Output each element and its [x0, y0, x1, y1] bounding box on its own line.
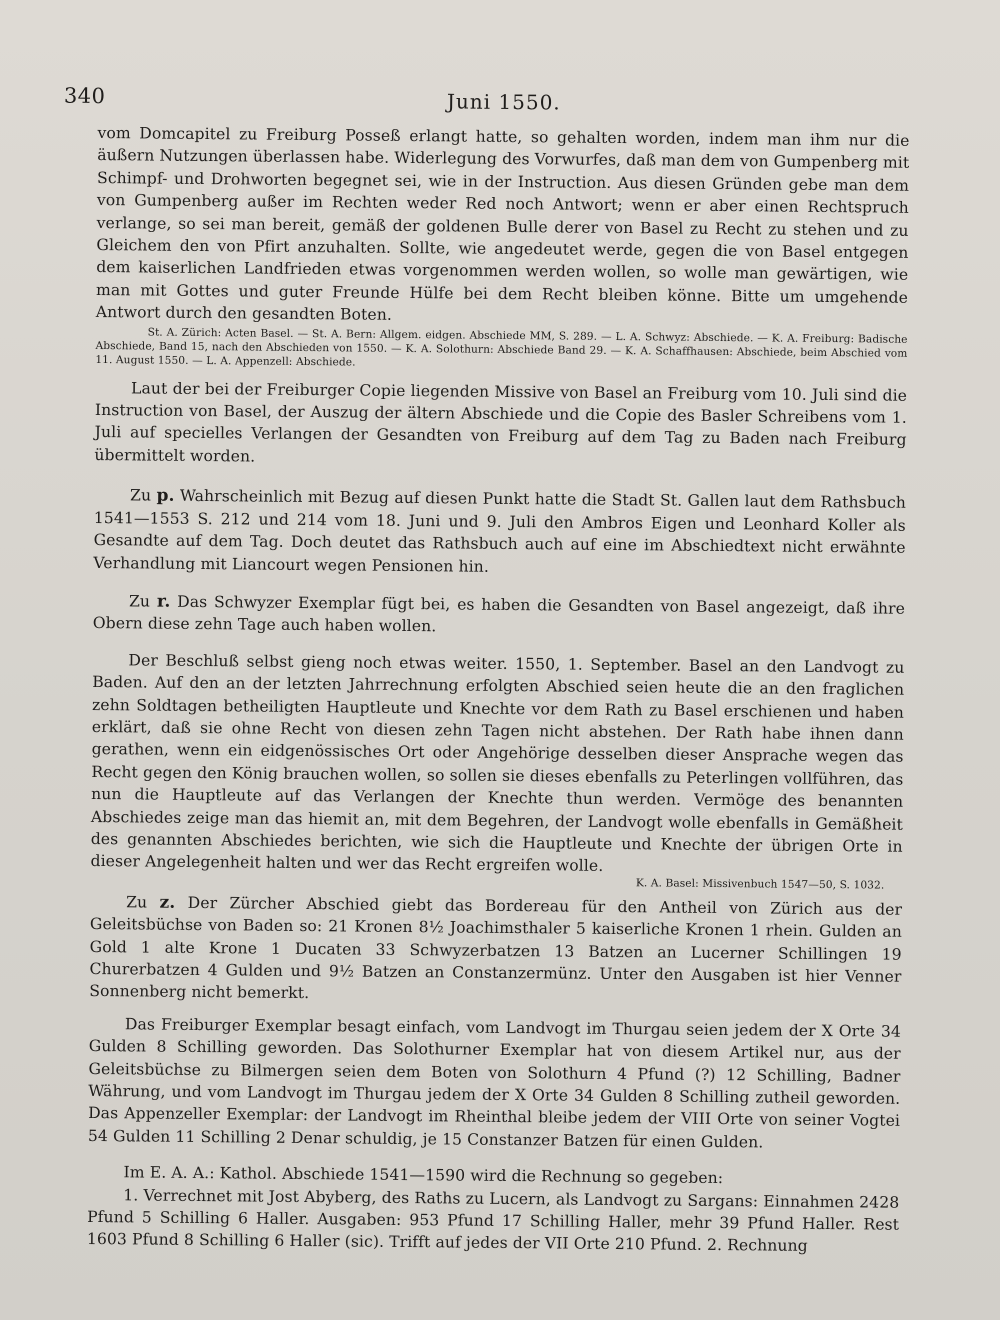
body-paragraph-kathol-abschiede: Im E. A. A.: Kathol. Abschiede 1541—1590 wird die Rechnung so gegeben:	[123, 1163, 724, 1188]
page-content	[63, 83, 910, 1259]
note-r	[93, 590, 905, 643]
body-paragraph-continuation: vom Domcapitel zu Freiburg Posseß erlangt hatte, so gehalten worden, indem man ihm nur die äußern Nutzungen überlassen habe. Widerlegung des Vorwurfes, daß man dem von Gumpenberg mit Schimpf- und Drohworten begegnet sei, wie in der Instruction. Aus diesen Gründen gebe man dem von Gumpenberg außer im Rechten weder Red noch Antwort; wenn er aber einen Rechtspruch verlange, so sei man bereit, gemäß der goldenen Bulle derer von Basel zu Recht zu stehen und zu Gleichem den von Pfirt anzuhalten. Sollte, wie angedeutet werde, gegen die von Basel entgegen dem kaiserlichen Landfrieden etwas vorgenommen werden wollen, so wolle man gewärtigen, wie man mit Gottes und guter Freunde Hülfe bei dem Recht bleiben könne. Bitte um umgehende Antwort durch den gesandten Boten.	[95, 123, 910, 325]
body-paragraph-freiburg-copy: Laut der bei der Freiburger Copie liegenden Missive von Basel an Freiburg vom 10. Juli sind die Instruction von Basel, der Auszug der ältern Abschiede und die Copie des Basler Schreibens vom 1. Juli auf specielles Verlangen der Gesandten von Freiburg auf dem Tag zu Baden nach Freiburg übermittelt worden.	[94, 378, 908, 466]
zu-label: Zu	[126, 893, 148, 912]
body-paragraph-freiburg-exemplar: Das Freiburger Exemplar besagt einfach, vom Landvogt im Thurgau seien jedem der X Orte 34 Gulden 8 Schilling geworden. Das Solothurner Exemplar hat von diesem Artikel nur, aus der Geleitsbüchse zu Bilmergen seien dem Boten von Solothurn 4 Pfund (?) 12 Schilling, Badner Währung, und vom Landvogt im Thurgau jedem der X Orte 34 Gulden 8 Schilling zutheil geworden. Das Appenzeller Exemplar: der Landvogt im Rheinthal bleibe jedem der VIII Orte von seiner Vogtei 54 Gulden 11 Schilling 2 Denar schuldig, je 15 Constanzer Batzen für einen Gulden.	[87, 1015, 902, 1152]
running-head: Juni 1550.	[446, 89, 561, 115]
note-p-text: Wahrscheinlich mit Bezug auf diesen Punkt hatte die Stadt St. Gallen laut dem Rathsbuch 1541—1553 S. 212 und 214 vom 18. Juni und 9. Juli den Ambros Eigen und Leonhard Koller als Gesandte auf dem Tag. Doch deutet das Rathsbuch auch auf eine im Abschiedtext nicht erwähnte Verhandlung mit Liancourt wegen Pensionen hin.	[93, 487, 907, 576]
zu-label: Zu	[129, 486, 152, 505]
note-z	[89, 891, 902, 1011]
note-key-p: p.	[156, 485, 175, 507]
zu-label: Zu	[128, 592, 151, 611]
note-z-text: Der Zürcher Abschied giebt das Bordereau für den Antheil von Zürich aus der Geleitsbüchse von Baden so: 21 Kronen 8½ Joachimsthaler 5 kaiserliche Kronen 1 rhein. Gulden an Gold 1 alte Krone 1 Ducaten 33 Schwyzerbatzen 13 Batzen an Lucerner Schillingen 19 Churerbatzen 4 Gulden und 9½ Batzen an Constanzermünz. Unter den Ausgaben ist hier Venner Sonnenberg nicht bemerkt.	[89, 893, 903, 1003]
note-r-text: Das Schwyzer Exemplar fügt bei, es haben die Gesandten von Basel angezeigt, daß ihre Obern diese zehn Tage auch haben wollen.	[92, 592, 906, 636]
source-reference-basel: K. A. Basel: Missivenbuch 1547—50, S. 1032.	[635, 876, 885, 892]
note-key-z: z.	[159, 892, 176, 913]
note-p	[93, 484, 906, 581]
body-paragraph-beschluss: Der Beschluß selbst gieng noch etwas weiter. 1550, 1. September. Basel an den Landvogt zu Baden. Auf den an der letzten Jahrrechnung erfolgten Abschied seien heute die an den fraglichen zehn Soldtagen betheiligten Hauptleute und Knechte vor dem Rath zu Basel erschienen und haben erklärt, daß sie ohne Recht von diesen zehn Tagen nicht abstehen. Der Rath habe ihnen dann gerathen, wenn ein eidgenössisches Ort oder Angehörige desselben dieser Ansprache wegen das Recht gegen den König brauchen wollen, so sollen sie dieses ebenfalls zu Peterlingen vollführen, das nun die Hauptleute auf das Verlangen der Knechte thun werden. Vermöge des benannten Abschiedes zeige man das hiemit an, mit dem Begehren, der Landvogt wolle ebenfalls in Gemäßheit des genannten Abschiedes berichten, wie sich die Hauptleute und Knechte der übrigen Orte in dieser Angelegenheit halten und wer das Recht ergreifen wolle.	[90, 651, 905, 876]
page-number: 340	[63, 83, 106, 109]
note-key-r: r.	[156, 591, 171, 612]
body-paragraph-rechnung: 1. Verrechnet mit Jost Abyberg, des Raths zu Lucern, als Landvogt zu Sargans: Einnahmen 2428 Pfund 5 Schilling 6 Haller. Ausgaben: 953 Pfund 17 Schilling Haller, mehr 39 Pfund Haller. Rest 1603 Pfund 8 Schilling 6 Haller (sic). Trifft auf jedes der VII Orte 210 Pfund. 2. Rechnung	[86, 1185, 900, 1256]
archive-references: St. A. Zürich: Acten Basel. — St. A. Bern: Allgem. eidgen. Abschiede MM, S. 289. — L. A. Schwyz: Abschiede. — K. A. Freiburg: Badische Abschiede, Band 15, nach den Abschieden von 1550. — K. A. Solothurn: Abschiede Band 29. — K. A. Schaffhausen: Abschiede, beim Abschied vom 11. August 1550. — L. A. Appenzell: Abschiede.	[95, 326, 908, 369]
page-header	[63, 83, 910, 130]
